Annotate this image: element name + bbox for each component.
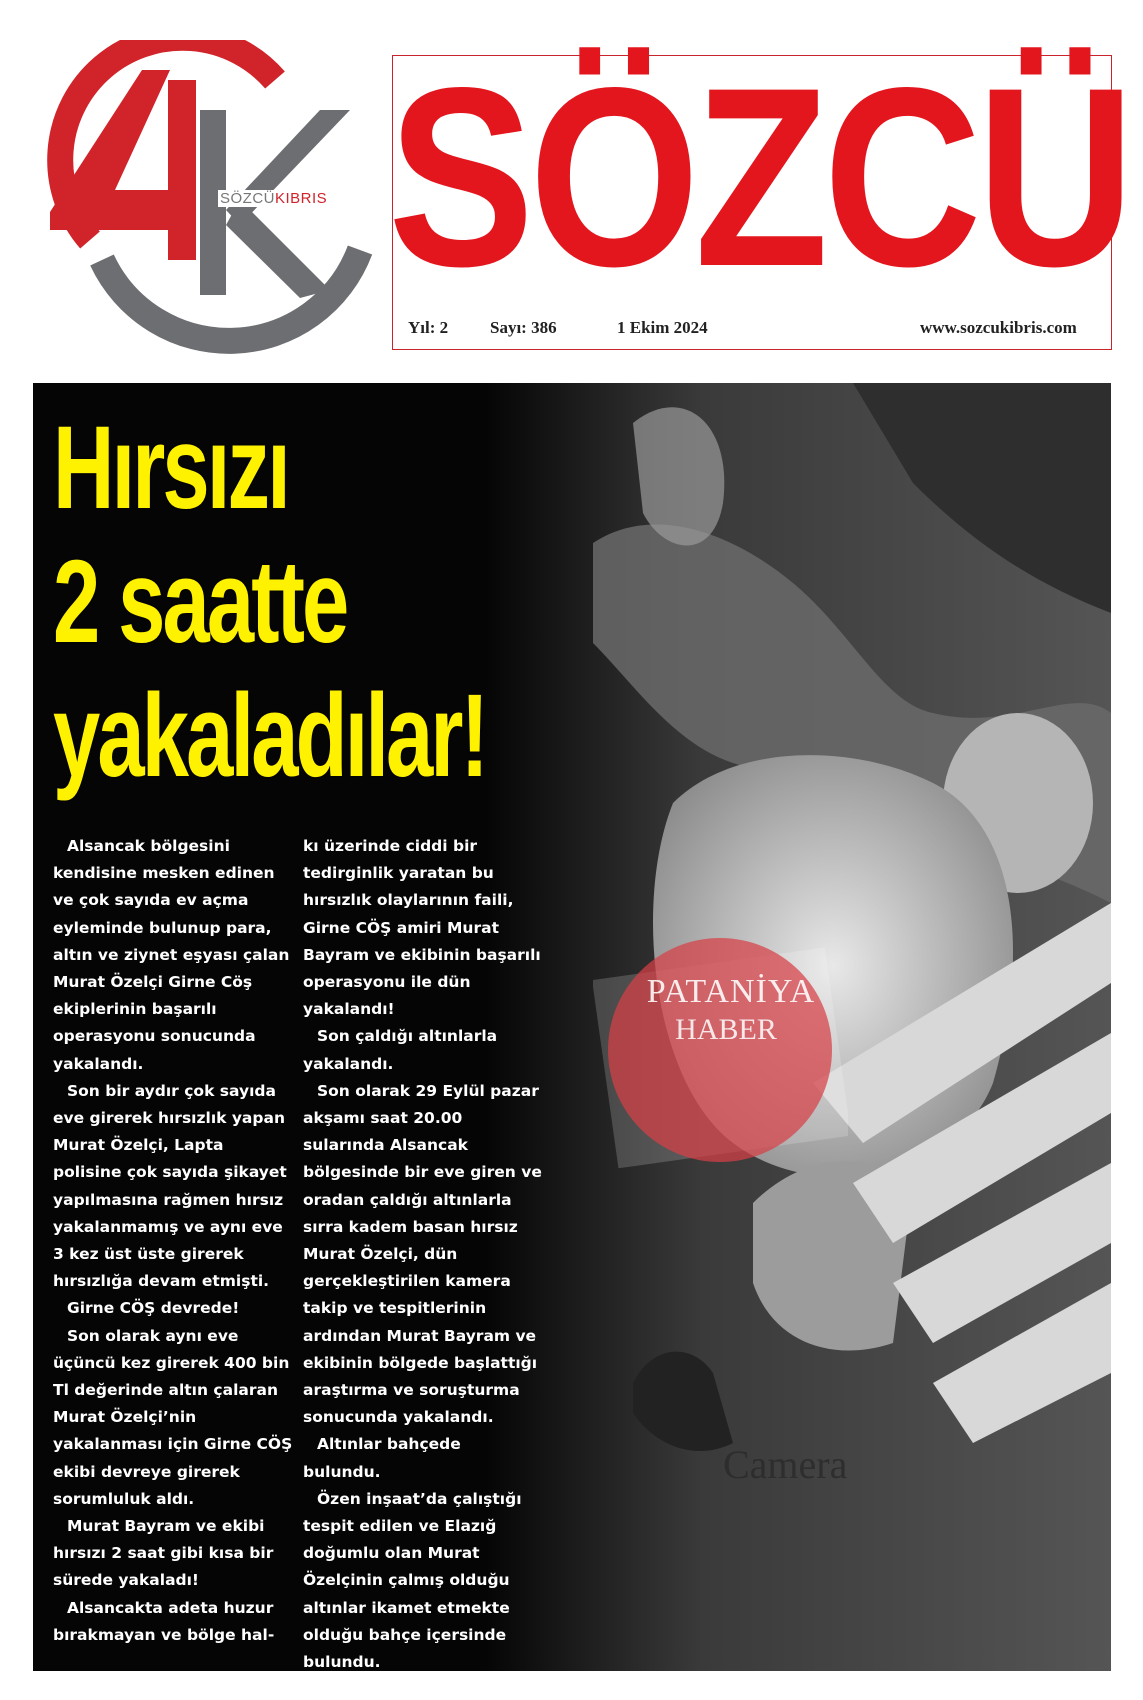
front-page-story	[33, 383, 1111, 1671]
issue-year: Yıl: 2	[408, 318, 449, 337]
issue-date: 1 Ekim 2024	[617, 318, 708, 337]
headline	[53, 401, 486, 803]
headline-line-1: Hırsızı	[53, 402, 288, 534]
article-paragraph: Son olarak 29 Eylül pazar akşamı saat 20.00 sularında Alsancak bölgesinde bir eve giren ve oradan çaldığı altınlarla sırra kadem basan hırsız Murat Özelçi, dün gerçekleştirilen kamera takip ve tespitlerinin ardından Murat Bayram ve ekibinin bölgede başlattığı araştırma ve soruşturma sonucunda yakalandı.	[303, 1081, 542, 1427]
article-column-2	[303, 833, 543, 1671]
watermark-title: PATANİYA	[646, 973, 816, 1010]
headline-line-2: 2 saatte	[53, 536, 347, 668]
article-subheading: Son çaldığı altınlarla yakalandı.	[303, 1027, 498, 1073]
newspaper-title: SÖZCÜ	[388, 35, 1130, 320]
svg-text:Camera: Camera	[723, 1442, 848, 1487]
article-subheading: Altınlar bahçede bulundu.	[303, 1435, 461, 1481]
website-url: www.sozcukibris.com	[920, 318, 1077, 337]
pataniya-watermark	[593, 923, 848, 1178]
logo-wordmark: SÖZCÜKIBRIS	[220, 190, 328, 207]
article-paragraph: kı üzerinde ciddi bir tedirginlik yaratan bu hırsızlık olaylarının faili, Girne CÖŞ amiri Murat Bayram ve ekibinin başarılı operasyonu ile dün yakalandı!	[303, 837, 541, 1019]
issue-number: Sayı: 386	[490, 318, 557, 337]
article-paragraph: Son bir aydır çok sayıda eve girerek hırsızlık yapan Murat Özelçi, Lapta polisine çok sayıda şikayet yapılmasına rağmen hırsız yakalanmamış ve aynı eve 3 kez üst üste girerek hırsızlığa devam etmişti.	[53, 1081, 287, 1291]
article-paragraph: Özen inşaat’da çalıştığı tespit edilen ve Elazığ doğumlu olan Murat Özelçinin çalmış olduğu altınlar ikamet etmekte olduğu bahçe içersinde bulundu.	[303, 1489, 522, 1671]
article-subheading: Girne CÖŞ devrede!	[67, 1299, 240, 1318]
headline-line-3: yakaladılar!	[53, 670, 487, 802]
article-column-1	[53, 833, 295, 1649]
watermark-subtitle: HABER	[675, 1013, 777, 1046]
article-paragraph: Murat Bayram ve ekibi hırsızı 2 saat gibi kısa bir sürede yakaladı!	[53, 1517, 274, 1590]
article-paragraph: Alsancak bölgesini kendisine mesken edinen ve çok sayıda ev açma eyleminde bulunup para, altın ve ziynet eşyası çalan Murat Özelçi Girne Cöş ekiplerinin başarılı operasyonu sonucunda yakalandı.	[53, 837, 290, 1073]
article-paragraph: Alsancakta adeta huzur bırakmayan ve bölge hal-	[53, 1598, 275, 1644]
article-paragraph: Son olarak aynı eve üçüncü kez girerek 400 bin Tl değerinde altın çalaran Murat Özelçi’nin yakalanması için Girne CÖŞ ekibi devreye girerek sorumluluk aldı.	[53, 1326, 293, 1508]
